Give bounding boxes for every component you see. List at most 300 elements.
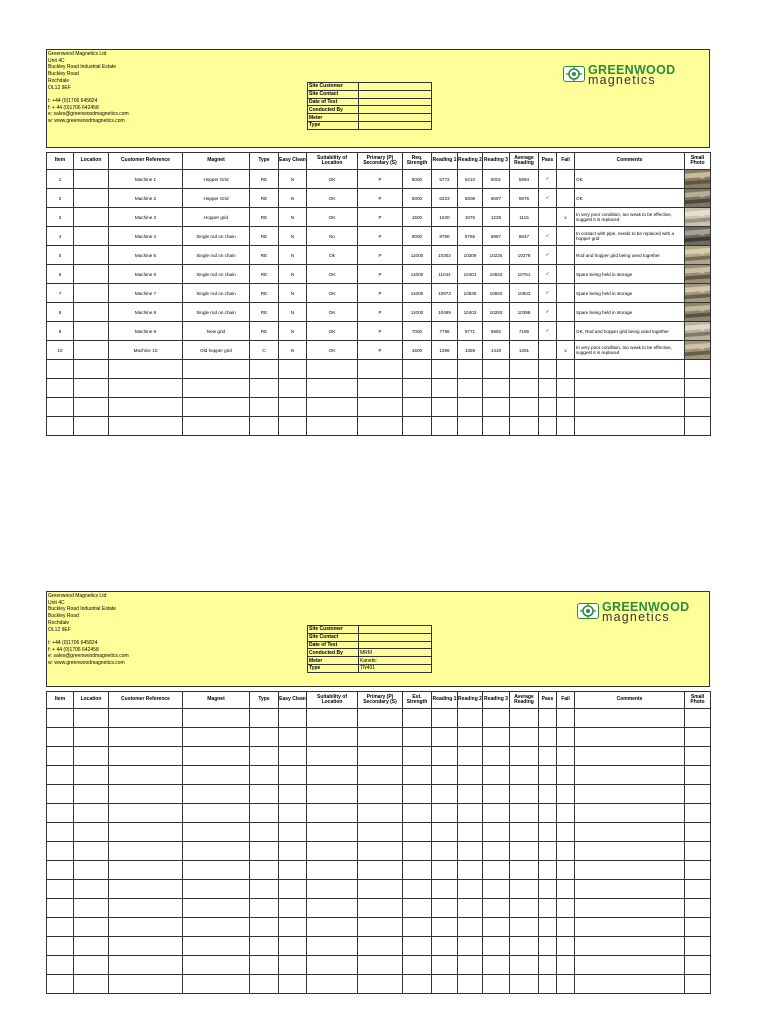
table-cell-empty[interactable] xyxy=(250,785,279,804)
table-cell-empty[interactable] xyxy=(575,766,685,785)
table-cell[interactable]: Machine 7 xyxy=(109,284,183,303)
table-cell-empty[interactable] xyxy=(685,880,711,899)
table-cell[interactable] xyxy=(74,284,109,303)
table-cell-empty[interactable] xyxy=(539,880,557,899)
table-cell[interactable]: 6992 xyxy=(483,322,510,341)
table-cell-empty[interactable] xyxy=(109,842,183,861)
table-cell-empty[interactable] xyxy=(575,747,685,766)
table-cell[interactable]: C xyxy=(250,341,279,360)
table-cell-empty[interactable] xyxy=(47,842,74,861)
table-cell-empty[interactable] xyxy=(432,747,458,766)
table-cell-empty[interactable] xyxy=(510,880,539,899)
table-cell-empty[interactable] xyxy=(575,417,685,436)
table-cell-empty[interactable] xyxy=(458,918,483,937)
table-cell-empty[interactable] xyxy=(250,918,279,937)
table-cell-empty[interactable] xyxy=(458,379,483,398)
field-conducted-by[interactable] xyxy=(359,106,432,114)
table-cell-empty[interactable] xyxy=(432,728,458,747)
table-cell[interactable] xyxy=(74,341,109,360)
table-cell-empty[interactable] xyxy=(307,360,358,379)
table-cell-empty[interactable] xyxy=(557,842,575,861)
table-cell-empty[interactable] xyxy=(539,956,557,975)
table-cell-empty[interactable] xyxy=(685,918,711,937)
table-cell-empty[interactable] xyxy=(183,804,250,823)
table-cell[interactable]: 10293 xyxy=(483,303,510,322)
table-cell-empty[interactable] xyxy=(557,728,575,747)
table-cell-empty[interactable] xyxy=(557,823,575,842)
table-cell-empty[interactable] xyxy=(685,804,711,823)
table-cell-empty[interactable] xyxy=(458,823,483,842)
table-cell[interactable]: 10973 xyxy=(432,284,458,303)
table-cell[interactable]: In very poor condition, too weak to be effective, suggest it is replaced xyxy=(575,341,685,360)
table-cell-empty[interactable] xyxy=(483,918,510,937)
table-cell-empty[interactable] xyxy=(575,880,685,899)
table-cell-empty[interactable] xyxy=(358,861,403,880)
table-cell-empty[interactable] xyxy=(183,937,250,956)
table-cell[interactable]: RE xyxy=(250,284,279,303)
table-cell-empty[interactable] xyxy=(557,956,575,975)
table-cell[interactable]: Machine 4 xyxy=(109,227,183,246)
table-cell-empty[interactable] xyxy=(458,880,483,899)
table-cell[interactable]: 11000 xyxy=(403,246,432,265)
table-cell[interactable]: 10302 xyxy=(432,246,458,265)
table-cell-empty[interactable] xyxy=(279,398,307,417)
table-cell-empty[interactable] xyxy=(575,899,685,918)
table-cell[interactable]: RE xyxy=(250,208,279,227)
field-conducted-by[interactable]: MRM xyxy=(359,649,432,657)
table-cell-empty[interactable] xyxy=(539,417,557,436)
table-cell[interactable] xyxy=(557,265,575,284)
table-cell[interactable]: 6223 xyxy=(432,189,458,208)
table-cell-empty[interactable] xyxy=(47,975,74,994)
table-cell-empty[interactable] xyxy=(109,417,183,436)
table-cell-empty[interactable] xyxy=(47,379,74,398)
table-cell-empty[interactable] xyxy=(510,379,539,398)
table-cell-empty[interactable] xyxy=(432,842,458,861)
table-cell-empty[interactable] xyxy=(47,956,74,975)
table-cell[interactable]: OK xyxy=(575,170,685,189)
table-cell-empty[interactable] xyxy=(47,899,74,918)
table-cell[interactable]: OK xyxy=(307,322,358,341)
table-cell-empty[interactable] xyxy=(685,823,711,842)
table-cell-empty[interactable] xyxy=(557,747,575,766)
table-cell-empty[interactable] xyxy=(279,861,307,880)
table-cell-empty[interactable] xyxy=(458,728,483,747)
table-cell-empty[interactable] xyxy=(510,766,539,785)
table-cell[interactable]: Spare being held in storage xyxy=(575,284,685,303)
table-cell-empty[interactable] xyxy=(403,956,432,975)
field-date-of-test[interactable] xyxy=(359,641,432,649)
table-cell[interactable]: ✓ xyxy=(539,265,557,284)
table-cell-empty[interactable] xyxy=(307,975,358,994)
table-cell-empty[interactable] xyxy=(279,747,307,766)
table-cell-empty[interactable] xyxy=(483,842,510,861)
table-cell-empty[interactable] xyxy=(685,861,711,880)
table-cell[interactable] xyxy=(74,265,109,284)
table-cell-empty[interactable] xyxy=(358,842,403,861)
table-cell[interactable]: 1500 xyxy=(403,208,432,227)
table-cell[interactable] xyxy=(557,170,575,189)
table-cell[interactable] xyxy=(74,246,109,265)
table-cell-empty[interactable] xyxy=(557,937,575,956)
field-site-contact[interactable] xyxy=(359,633,432,641)
table-cell[interactable]: 7186 xyxy=(510,322,539,341)
table-cell[interactable]: RE xyxy=(250,322,279,341)
table-cell[interactable]: 10 xyxy=(47,341,74,360)
table-cell[interactable]: 11000 xyxy=(403,303,432,322)
table-cell[interactable]: N xyxy=(279,284,307,303)
table-cell[interactable]: 11044 xyxy=(432,265,458,284)
table-cell-empty[interactable] xyxy=(47,785,74,804)
table-cell[interactable]: OK xyxy=(575,189,685,208)
table-cell-empty[interactable] xyxy=(403,880,432,899)
table-cell-empty[interactable] xyxy=(183,728,250,747)
table-cell-empty[interactable] xyxy=(358,937,403,956)
table-cell[interactable]: 1115 xyxy=(510,208,539,227)
table-cell-empty[interactable] xyxy=(279,766,307,785)
table-cell-empty[interactable] xyxy=(307,379,358,398)
table-cell-empty[interactable] xyxy=(74,861,109,880)
field-site-contact[interactable] xyxy=(359,90,432,98)
table-cell-empty[interactable] xyxy=(279,975,307,994)
table-cell-empty[interactable] xyxy=(510,823,539,842)
table-cell[interactable]: N xyxy=(279,227,307,246)
table-cell-empty[interactable] xyxy=(279,785,307,804)
table-cell[interactable]: 6097 xyxy=(483,189,510,208)
table-cell-empty[interactable] xyxy=(358,728,403,747)
table-cell-empty[interactable] xyxy=(685,956,711,975)
table-cell-empty[interactable] xyxy=(539,379,557,398)
table-cell[interactable]: 10833 xyxy=(510,284,539,303)
table-cell-empty[interactable] xyxy=(539,398,557,417)
table-cell[interactable] xyxy=(539,208,557,227)
table-cell-empty[interactable] xyxy=(307,417,358,436)
table-cell-empty[interactable] xyxy=(685,398,711,417)
table-cell-empty[interactable] xyxy=(685,937,711,956)
table-cell-empty[interactable] xyxy=(458,975,483,994)
table-cell-empty[interactable] xyxy=(557,398,575,417)
table-cell[interactable]: Single rod on chain xyxy=(183,246,250,265)
table-cell-empty[interactable] xyxy=(557,899,575,918)
table-cell[interactable]: ✓ xyxy=(539,322,557,341)
table-cell-empty[interactable] xyxy=(109,937,183,956)
table-cell-empty[interactable] xyxy=(74,975,109,994)
table-cell-empty[interactable] xyxy=(250,709,279,728)
table-cell-empty[interactable] xyxy=(74,880,109,899)
table-cell-empty[interactable] xyxy=(458,398,483,417)
table-cell-empty[interactable] xyxy=(109,709,183,728)
table-cell-empty[interactable] xyxy=(183,785,250,804)
table-cell[interactable]: OK xyxy=(307,341,358,360)
table-cell-empty[interactable] xyxy=(358,360,403,379)
table-cell-empty[interactable] xyxy=(575,823,685,842)
table-cell-empty[interactable] xyxy=(47,360,74,379)
table-cell[interactable]: ✓ xyxy=(539,284,557,303)
table-cell-empty[interactable] xyxy=(307,709,358,728)
table-cell-empty[interactable] xyxy=(510,398,539,417)
table-cell-empty[interactable] xyxy=(47,728,74,747)
table-cell-empty[interactable] xyxy=(109,899,183,918)
table-cell-empty[interactable] xyxy=(358,880,403,899)
table-cell-empty[interactable] xyxy=(403,379,432,398)
table-cell-empty[interactable] xyxy=(279,823,307,842)
table-cell-empty[interactable] xyxy=(575,785,685,804)
table-cell-empty[interactable] xyxy=(575,360,685,379)
table-cell-empty[interactable] xyxy=(74,956,109,975)
table-cell-empty[interactable] xyxy=(575,379,685,398)
table-cell[interactable]: 1391 xyxy=(510,341,539,360)
table-cell[interactable]: Machine 1 xyxy=(109,170,183,189)
table-cell-empty[interactable] xyxy=(250,823,279,842)
table-cell-empty[interactable] xyxy=(510,899,539,918)
table-cell-empty[interactable] xyxy=(183,823,250,842)
table-cell[interactable]: 11000 xyxy=(403,284,432,303)
table-cell-empty[interactable] xyxy=(403,823,432,842)
table-cell[interactable]: RE xyxy=(250,303,279,322)
table-cell-empty[interactable] xyxy=(47,417,74,436)
table-cell-empty[interactable] xyxy=(539,823,557,842)
table-cell-empty[interactable] xyxy=(539,360,557,379)
table-cell-empty[interactable] xyxy=(47,861,74,880)
table-cell-empty[interactable] xyxy=(483,899,510,918)
table-cell-empty[interactable] xyxy=(109,398,183,417)
table-cell[interactable]: ✓ xyxy=(539,227,557,246)
table-cell[interactable]: 11000 xyxy=(403,265,432,284)
table-cell-empty[interactable] xyxy=(47,709,74,728)
table-cell-empty[interactable] xyxy=(432,880,458,899)
table-cell-empty[interactable] xyxy=(183,975,250,994)
table-cell-empty[interactable] xyxy=(358,918,403,937)
table-cell-empty[interactable] xyxy=(403,975,432,994)
table-cell[interactable]: 10225 xyxy=(483,246,510,265)
table-cell-empty[interactable] xyxy=(575,398,685,417)
table-cell[interactable]: N xyxy=(279,341,307,360)
field-site-customer[interactable] xyxy=(359,83,432,91)
table-cell-empty[interactable] xyxy=(539,804,557,823)
table-cell-empty[interactable] xyxy=(250,766,279,785)
table-cell-empty[interactable] xyxy=(250,861,279,880)
table-cell-empty[interactable] xyxy=(575,918,685,937)
table-cell-empty[interactable] xyxy=(483,880,510,899)
table-cell[interactable]: N xyxy=(279,208,307,227)
table-cell[interactable]: 5772 xyxy=(432,170,458,189)
table-cell[interactable]: 10401 xyxy=(458,265,483,284)
table-cell-empty[interactable] xyxy=(74,360,109,379)
table-cell-empty[interactable] xyxy=(557,360,575,379)
table-cell-empty[interactable] xyxy=(307,747,358,766)
table-cell[interactable] xyxy=(557,322,575,341)
table-cell[interactable] xyxy=(74,189,109,208)
table-cell-empty[interactable] xyxy=(557,975,575,994)
table-cell-empty[interactable] xyxy=(403,842,432,861)
table-cell[interactable]: Spare being held in storage xyxy=(575,265,685,284)
table-cell[interactable]: Old hopper grid xyxy=(183,341,250,360)
table-cell-empty[interactable] xyxy=(183,880,250,899)
table-cell-empty[interactable] xyxy=(557,709,575,728)
table-cell[interactable]: P xyxy=(358,303,403,322)
table-cell[interactable]: 10403 xyxy=(458,303,483,322)
table-cell-empty[interactable] xyxy=(279,728,307,747)
table-cell-empty[interactable] xyxy=(557,417,575,436)
table-cell-empty[interactable] xyxy=(685,842,711,861)
table-cell[interactable]: 1 xyxy=(47,170,74,189)
table-cell-empty[interactable] xyxy=(539,766,557,785)
table-cell[interactable]: 6000 xyxy=(403,170,432,189)
table-cell-empty[interactable] xyxy=(557,766,575,785)
table-cell-empty[interactable] xyxy=(685,766,711,785)
table-cell-empty[interactable] xyxy=(539,785,557,804)
table-cell-empty[interactable] xyxy=(74,804,109,823)
table-cell[interactable]: 10836 xyxy=(458,284,483,303)
table-cell-empty[interactable] xyxy=(74,937,109,956)
table-cell-empty[interactable] xyxy=(250,360,279,379)
table-cell-empty[interactable] xyxy=(510,360,539,379)
table-cell[interactable] xyxy=(74,170,109,189)
table-cell-empty[interactable] xyxy=(403,804,432,823)
table-cell-empty[interactable] xyxy=(510,417,539,436)
table-cell[interactable]: OK, Rod and hopper grid being used together xyxy=(575,322,685,341)
table-cell-empty[interactable] xyxy=(432,975,458,994)
table-cell[interactable] xyxy=(74,322,109,341)
table-cell[interactable]: RE xyxy=(250,246,279,265)
table-cell-empty[interactable] xyxy=(483,804,510,823)
table-cell-empty[interactable] xyxy=(183,417,250,436)
table-cell-empty[interactable] xyxy=(358,975,403,994)
table-cell[interactable]: 8987 xyxy=(483,227,510,246)
table-cell-empty[interactable] xyxy=(483,417,510,436)
table-cell-empty[interactable] xyxy=(307,842,358,861)
table-cell[interactable]: Hopper Grid xyxy=(183,170,250,189)
table-cell[interactable]: P xyxy=(358,322,403,341)
table-cell-empty[interactable] xyxy=(109,747,183,766)
table-cell[interactable]: 1418 xyxy=(483,341,510,360)
table-cell[interactable]: Machine 9 xyxy=(109,322,183,341)
table-cell-empty[interactable] xyxy=(250,747,279,766)
table-cell-empty[interactable] xyxy=(109,956,183,975)
table-cell[interactable]: P xyxy=(358,246,403,265)
table-cell-empty[interactable] xyxy=(74,747,109,766)
table-cell[interactable]: 1396 xyxy=(432,341,458,360)
table-cell-empty[interactable] xyxy=(483,728,510,747)
table-cell-empty[interactable] xyxy=(109,379,183,398)
table-cell-empty[interactable] xyxy=(432,379,458,398)
table-cell-empty[interactable] xyxy=(47,398,74,417)
table-cell[interactable]: 7000 xyxy=(403,322,432,341)
table-cell-empty[interactable] xyxy=(510,842,539,861)
field-date-of-test[interactable] xyxy=(359,98,432,106)
table-cell[interactable]: 10398 xyxy=(510,303,539,322)
table-cell[interactable]: ✓ xyxy=(539,189,557,208)
table-cell[interactable]: N xyxy=(279,170,307,189)
table-cell[interactable]: 8790 xyxy=(432,227,458,246)
table-cell[interactable]: 5976 xyxy=(510,189,539,208)
table-cell[interactable]: Machine 8 xyxy=(109,303,183,322)
table-cell-empty[interactable] xyxy=(539,975,557,994)
table-cell-empty[interactable] xyxy=(483,709,510,728)
table-cell-empty[interactable] xyxy=(432,956,458,975)
table-cell-empty[interactable] xyxy=(47,880,74,899)
table-cell-empty[interactable] xyxy=(685,975,711,994)
table-cell-empty[interactable] xyxy=(458,785,483,804)
table-cell[interactable] xyxy=(539,341,557,360)
table-cell[interactable]: RE xyxy=(250,189,279,208)
table-cell-empty[interactable] xyxy=(510,861,539,880)
table-cell[interactable]: 10692 xyxy=(483,284,510,303)
table-cell-empty[interactable] xyxy=(458,842,483,861)
table-cell-empty[interactable] xyxy=(510,785,539,804)
table-cell-empty[interactable] xyxy=(109,880,183,899)
table-cell[interactable]: OK xyxy=(307,265,358,284)
table-cell-empty[interactable] xyxy=(403,709,432,728)
table-cell-empty[interactable] xyxy=(183,398,250,417)
table-cell-empty[interactable] xyxy=(483,975,510,994)
table-cell-empty[interactable] xyxy=(539,899,557,918)
table-cell-empty[interactable] xyxy=(685,899,711,918)
table-cell-empty[interactable] xyxy=(250,975,279,994)
table-cell[interactable]: 5994 xyxy=(510,170,539,189)
table-cell-empty[interactable] xyxy=(403,861,432,880)
table-cell[interactable]: Rod and hopper grid being used together xyxy=(575,246,685,265)
table-cell-empty[interactable] xyxy=(432,360,458,379)
table-cell-empty[interactable] xyxy=(483,861,510,880)
table-cell-empty[interactable] xyxy=(47,918,74,937)
table-cell[interactable]: 6001 xyxy=(483,170,510,189)
table-cell-empty[interactable] xyxy=(307,937,358,956)
table-cell[interactable]: Single rod on chain xyxy=(183,265,250,284)
table-cell-empty[interactable] xyxy=(575,956,685,975)
table-cell-empty[interactable] xyxy=(458,709,483,728)
table-cell[interactable]: OK xyxy=(307,303,358,322)
table-cell-empty[interactable] xyxy=(358,709,403,728)
table-cell-empty[interactable] xyxy=(183,766,250,785)
table-cell-empty[interactable] xyxy=(279,379,307,398)
table-cell-empty[interactable] xyxy=(685,417,711,436)
table-cell-empty[interactable] xyxy=(47,823,74,842)
table-cell-empty[interactable] xyxy=(483,360,510,379)
table-cell[interactable]: 5608 xyxy=(458,189,483,208)
table-cell-empty[interactable] xyxy=(458,956,483,975)
table-cell-empty[interactable] xyxy=(47,747,74,766)
field-site-customer[interactable] xyxy=(359,626,432,634)
table-cell-empty[interactable] xyxy=(483,785,510,804)
table-cell-empty[interactable] xyxy=(510,918,539,937)
table-cell-empty[interactable] xyxy=(183,709,250,728)
table-cell-empty[interactable] xyxy=(403,918,432,937)
table-cell-empty[interactable] xyxy=(250,956,279,975)
table-cell-empty[interactable] xyxy=(539,918,557,937)
table-cell[interactable]: 10840 xyxy=(483,265,510,284)
table-cell-empty[interactable] xyxy=(250,880,279,899)
table-cell[interactable]: P xyxy=(358,341,403,360)
table-cell-empty[interactable] xyxy=(483,766,510,785)
table-cell-empty[interactable] xyxy=(510,937,539,956)
table-cell-empty[interactable] xyxy=(539,728,557,747)
table-cell-empty[interactable] xyxy=(250,804,279,823)
table-cell-empty[interactable] xyxy=(432,918,458,937)
table-cell[interactable] xyxy=(74,303,109,322)
table-cell-empty[interactable] xyxy=(358,785,403,804)
table-cell-empty[interactable] xyxy=(307,398,358,417)
table-cell-empty[interactable] xyxy=(575,728,685,747)
table-cell-empty[interactable] xyxy=(483,379,510,398)
table-cell-empty[interactable] xyxy=(279,918,307,937)
table-cell[interactable]: 2 xyxy=(47,189,74,208)
table-cell[interactable]: In very poor condition, too weak to be effective, suggest it is replaced xyxy=(575,208,685,227)
table-cell[interactable]: x xyxy=(557,341,575,360)
table-cell[interactable]: Spare being held in storage xyxy=(575,303,685,322)
table-cell[interactable]: RE xyxy=(250,227,279,246)
table-cell[interactable] xyxy=(557,303,575,322)
